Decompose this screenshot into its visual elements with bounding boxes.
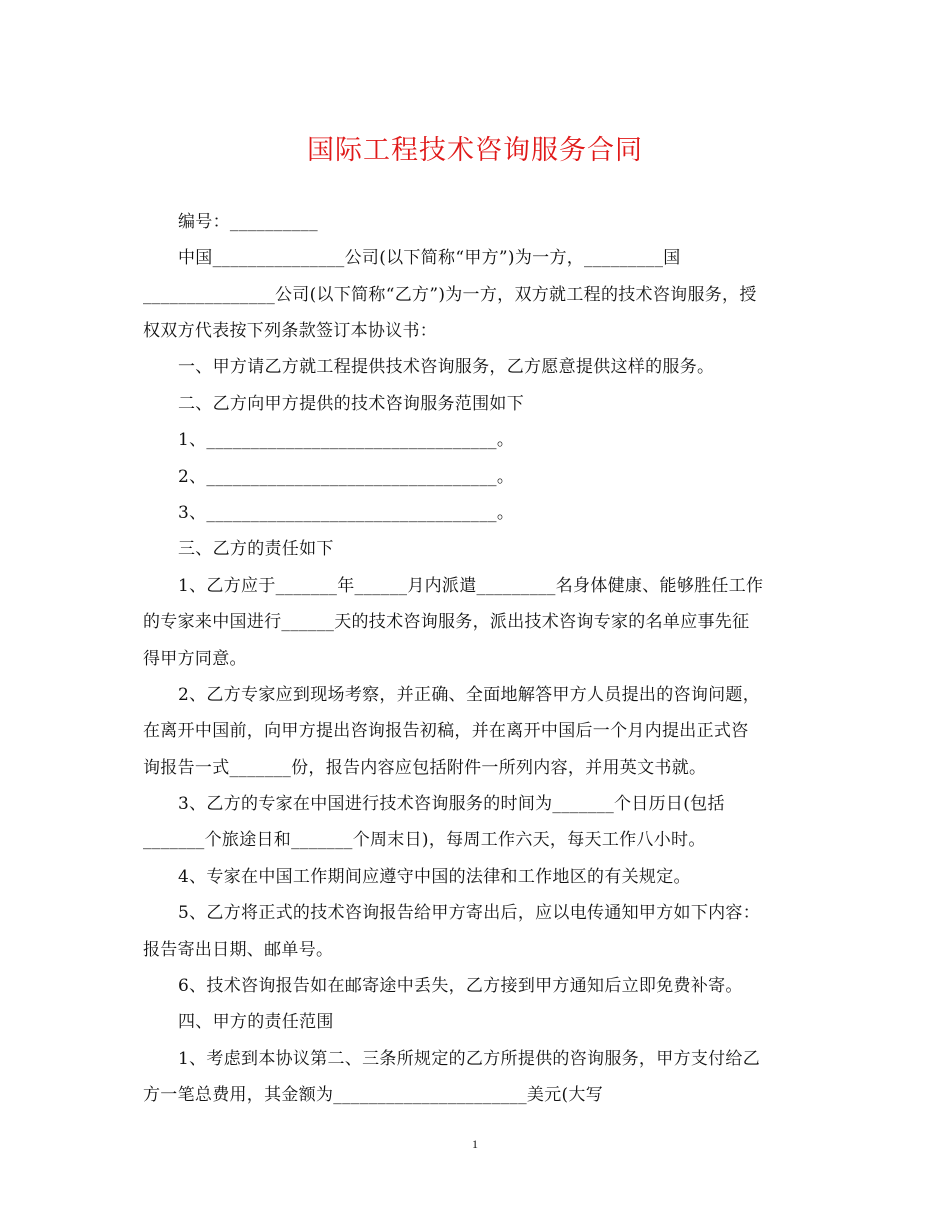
document-title: 国际工程技术咨询服务合同 [307, 135, 643, 166]
section-heading: 三、乙方的责任如下 [178, 539, 334, 559]
clause-line: 2、乙方专家应到现场考察，并正确、全面地解答甲方人员提出的咨询问题， [178, 685, 761, 705]
clause-line: 方一笔总费用，其金额为______________________美元(大写 [143, 1085, 604, 1105]
clause-line: 1、考虑到本协议第二、三条所规定的乙方所提供的咨询服务，甲方支付给乙 [178, 1049, 761, 1069]
clause-line: 询报告一式_______份，报告内容应包括附件一所列内容，并用英文书就。 [143, 758, 707, 778]
clause-line: 的专家来中国进行______天的技术咨询服务，派出技术咨询专家的名单应事先征 [143, 612, 750, 632]
list-item: 1、_________________________________。 [178, 430, 515, 450]
list-item: 3、_________________________________。 [178, 503, 515, 523]
contract-number-line: 编号：__________ [178, 212, 318, 232]
clause-line: 3、乙方的专家在中国进行技术咨询服务的时间为_______个日历日(包括 [178, 794, 725, 814]
clause-line: 1、乙方应于_______年______月内派遣_________名身体健康、能够胜任工作 [178, 576, 764, 596]
section-heading: 四、甲方的责任范围 [178, 1012, 334, 1032]
clause-line: 6、技术咨询报告如在邮寄途中丢失，乙方接到甲方通知后立即免费补寄。 [178, 976, 743, 996]
list-item: 2、_________________________________。 [178, 467, 515, 487]
clause-line: 4、专家在中国工作期间应遵守中国的法律和工作地区的有关规定。 [178, 867, 691, 887]
clause-line: 报告寄出日期、邮单号。 [143, 940, 334, 960]
paragraph-line: _______________公司(以下简称“乙方”)为一方，双方就工程的技术咨询服务，授 [143, 285, 757, 305]
clause-line: 在离开中国前，向甲方提出咨询报告初稿，并在离开中国后一个月内提出正式咨 [143, 721, 749, 741]
paragraph-line: 权双方代表按下列条款签订本协议书： [143, 321, 438, 341]
clause-line: 5、乙方将正式的技术咨询报告给甲方寄出后，应以电传通知甲方如下内容： [178, 903, 761, 923]
paragraph-line: 中国_______________公司(以下简称“甲方”)为一方，_________国 [178, 248, 681, 268]
clause-line: 一、甲方请乙方就工程提供技术咨询服务，乙方愿意提供这样的服务。 [178, 357, 715, 377]
page-number: 1 [472, 1137, 478, 1151]
section-heading: 二、乙方向甲方提供的技术咨询服务范围如下 [178, 394, 524, 414]
clause-line: 得甲方同意。 [143, 649, 247, 669]
clause-line: _______个旅途日和_______个周末日)，每周工作六天，每天工作八小时。 [143, 830, 706, 850]
